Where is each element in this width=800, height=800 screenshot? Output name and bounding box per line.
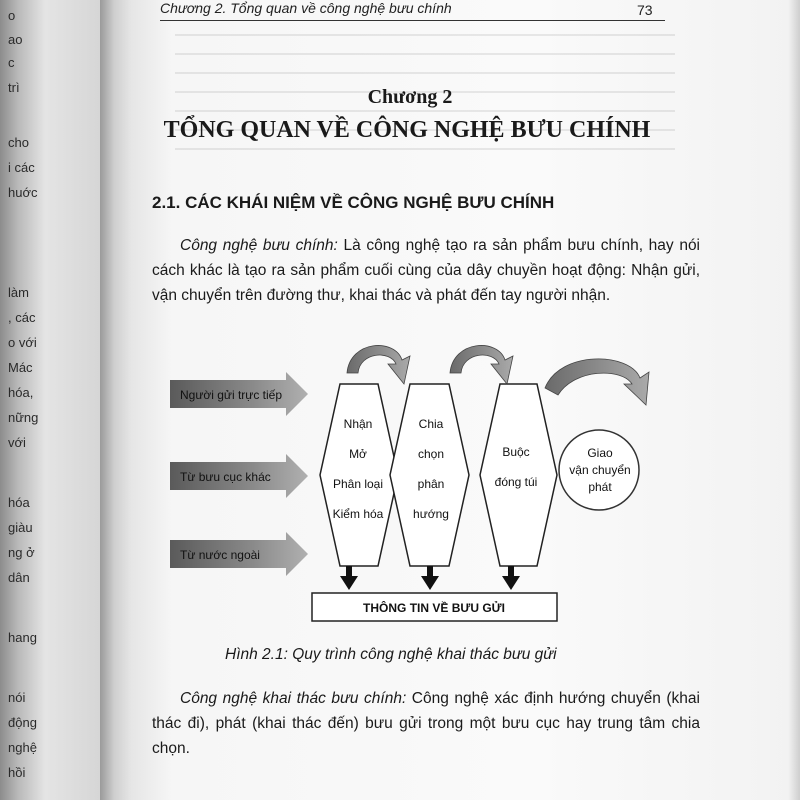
section-heading: 2.1. CÁC KHÁI NIỆM VỀ CÔNG NGHỆ BƯU CHÍNH (152, 193, 555, 212)
running-head: Chương 2. Tổng quan về công nghệ bưu chính (160, 0, 452, 16)
paragraph-postal-processing (152, 686, 700, 761)
definition-text: Là công nghệ tạo ra sản phẩm bưu chính, hay nói cách khác là tạo ra sản phẩm cuối cùng của dây chuyền hoạt động: Nhận gửi, vận chuyển trên đường thư, khai thác và phát đến tay người nhận. (152, 237, 701, 304)
gutter-fragment: hang (8, 630, 37, 645)
gutter-fragment: c (8, 55, 15, 70)
stage1-item: Kiểm hóa (332, 507, 384, 521)
transfer-arrow (347, 345, 410, 384)
output-item: phát (588, 480, 612, 494)
stage2-item: hướng (413, 507, 449, 521)
gutter-fragment: Mác (8, 360, 33, 375)
gutter-fragment: giàu (8, 520, 33, 535)
stage2-item: phân (417, 477, 445, 491)
gutter-fragment: trì (8, 80, 20, 95)
stage1-item: Nhận (343, 417, 373, 431)
definition-text: Công nghệ xác định hướng chuyển (khai thác đi), phát (khai thác đến) bưu gửi trong một bưu cục hay trung tâm chia chọn. (152, 690, 700, 757)
down-arrow (340, 566, 358, 590)
input-label: Từ bưu cục khác (180, 470, 271, 484)
page-number: 73 (637, 2, 653, 18)
chapter-title: TỔNG QUAN VỀ CÔNG NGHỆ BƯU CHÍNH (163, 117, 651, 143)
gutter-fragment: o với (8, 335, 37, 350)
stage1-item: Mở (349, 447, 367, 461)
stage-sort-shape (390, 384, 469, 566)
figure-caption: Hình 2.1: Quy trình công nghệ khai thác bưu gửi (225, 646, 557, 663)
info-box-label: THÔNG TIN VỀ BƯU GỬI (363, 601, 505, 615)
input-label: Người gửi trực tiếp (180, 388, 282, 402)
stage2-item: chọn (417, 447, 445, 461)
gutter-fragment: hóa (8, 495, 30, 510)
gutter-fragment: động (8, 715, 37, 730)
output-item: Giao (587, 446, 613, 460)
gutter-fragment: ng ở (8, 545, 35, 560)
stage2-item: Chia (418, 417, 444, 431)
stage-receive-shape (320, 384, 398, 566)
transfer-arrow (545, 359, 649, 405)
definition-term: Công nghệ bưu chính: (180, 237, 338, 254)
gutter-fragment: dân (8, 570, 30, 585)
gutter-fragment: với (8, 435, 26, 450)
gutter-fragment: hóa, (8, 385, 34, 400)
gutter-fragment: ao (8, 32, 23, 47)
input-label: Từ nước ngoài (180, 548, 260, 562)
gutter-fragment: nghệ (8, 740, 37, 755)
gutter-fragment: , các (8, 310, 36, 325)
definition-term: Công nghệ khai thác bưu chính: (180, 690, 407, 707)
gutter-fragment: làm (8, 285, 29, 300)
stage3-item: Buộc (502, 445, 530, 459)
gutter-fragment: i các (8, 160, 35, 175)
output-item: vận chuyển (569, 463, 631, 477)
down-arrow (421, 566, 439, 590)
gutter-fragment: nững (8, 410, 39, 425)
gutter-fragment: o (8, 8, 16, 23)
down-arrow (502, 566, 520, 590)
gutter-fragment: hồi (8, 765, 26, 780)
gutter-fragment: huớc (8, 185, 38, 200)
transfer-arrow (450, 345, 513, 384)
stage3-item: đóng túi (494, 475, 538, 489)
gutter-fragment: nói (8, 690, 26, 705)
gutter-fragment: cho (8, 135, 29, 150)
chapter-label: Chương 2 (367, 86, 453, 108)
stage1-item: Phân loại (332, 477, 384, 491)
